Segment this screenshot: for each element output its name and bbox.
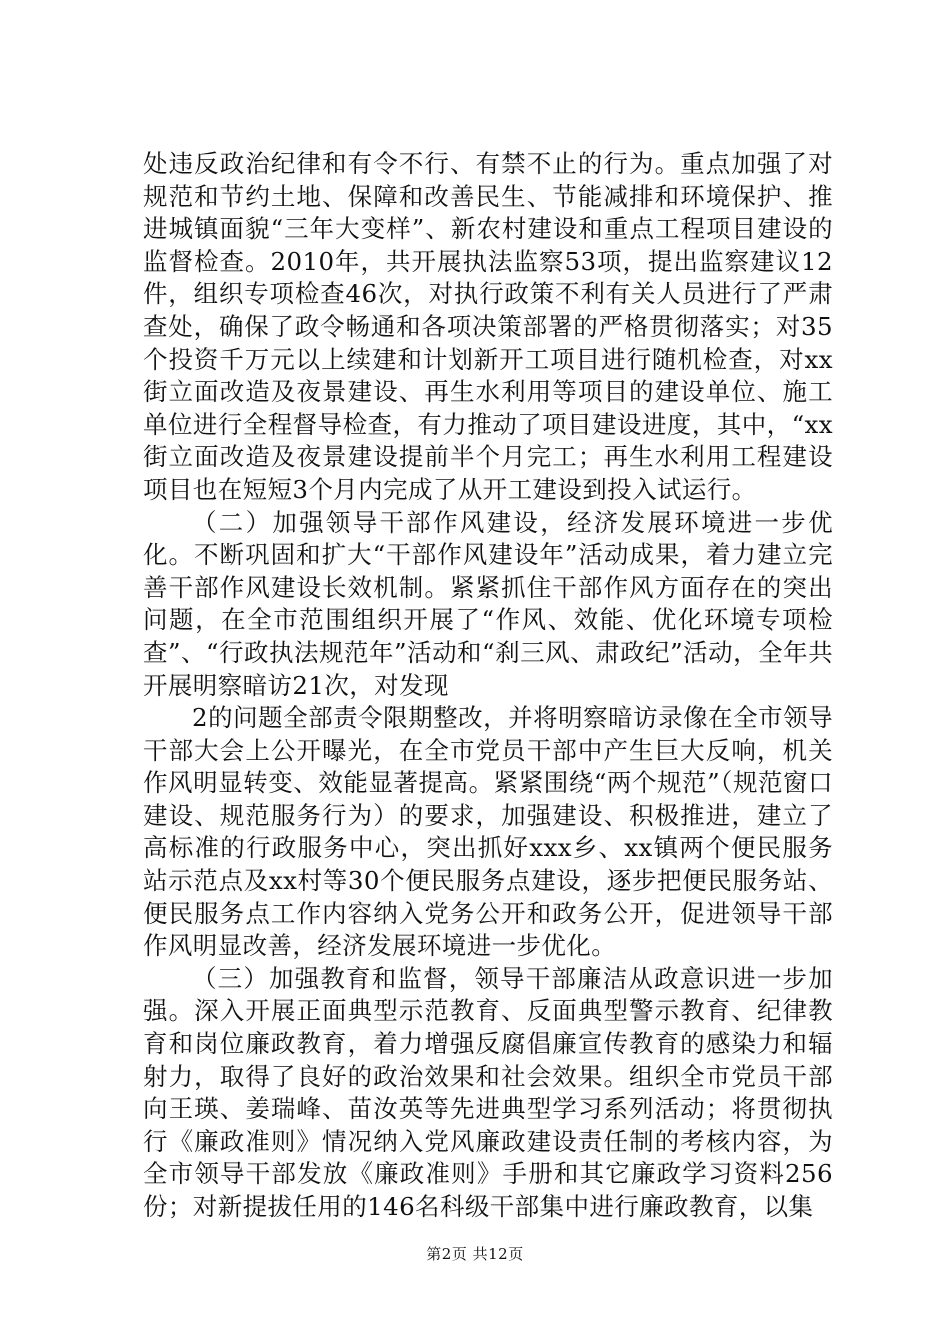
paragraph-4: （三）加强教育和监督，领导干部廉洁从政意识进一步加强。深入开展正面典型示范教育、反面典型警示教育、纪律教育和岗位廉政教育，着力增强反腐倡廉宣传教育的感染力和辐射力，取得了良好的政治效果和社会效果。组织全市党员干部向王瑛、姜瑞峰、苗汝英等先进典型学习系列活动；将贯彻执行《廉政准则》情况纳入党风廉政建设责任制的考核内容，为全市领导干部发放《廉政准则》手册和其它廉政学习资料256份；对新提拔任用的146名科级干部集中进行廉政教育，以集 [143,963,833,1221]
paragraph-2: （二）加强领导干部作风建设，经济发展环境进一步优化。不断巩固和扩大“干部作风建设年”活动成果，着力建立完善干部作风建设长效机制。紧紧抓住干部作风方面存在的突出问题，在全市范围组织开展了“作风、效能、优化环境专项检查”、“行政执法规范年”活动和“刹三风、肃政纪”活动，全年共开展明察暗访21次，对发现 [143,507,833,700]
paragraph-3: 2的问题全部责令限期整改，并将明察暗访录像在全市领导干部大会上公开曝光，在全市党员干部中产生巨大反响，机关作风明显转变、效能显著提高。紧紧围绕“两个规范”（规范窗口建设、规范服务行为）的要求，加强建设、积极推进，建立了高标准的行政服务中心，突出抓好xxx乡、xx镇两个便民服务站示范点及xx村等30个便民服务点建设，逐步把便民服务站、便民服务点工作内容纳入党务公开和政务公开，促进领导干部作风明显改善，经济发展环境进一步优化。 [143,703,833,961]
document-body [143,148,833,1224]
page-footer: 第2页 共12页 [426,1245,524,1263]
paragraph-1: 处违反政治纪律和有令不行、有禁不止的行为。重点加强了对规范和节约土地、保障和改善民生、节能减排和环境保护、推进城镇面貌“三年大变样”、新农村建设和重点工程项目建设的监督检查。2010年，共开展执法监察53项，提出监察建议12件，组织专项检查46次，对执行政策不利有关人员进行了严肃查处，确保了政令畅通和各项决策部署的严格贯彻落实；对35个投资千万元以上续建和计划新开工项目进行随机检查，对xx街立面改造及夜景建设、再生水利用等项目的建设单位、施工单位进行全程督导检查，有力推动了项目建设进度，其中，“xx街立面改造及夜景建设提前半个月完工；再生水利用工程建设项目也在短短3个月内完成了从开工建设到投入试运行。 [143,149,833,504]
